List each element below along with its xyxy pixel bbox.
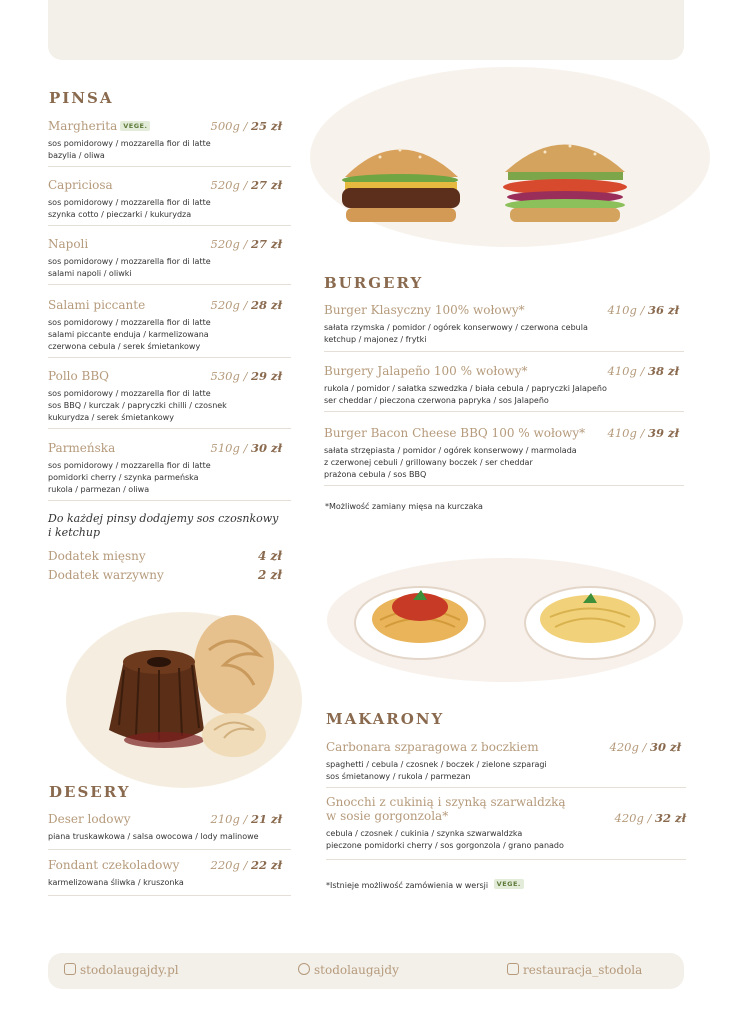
item-price: 520g / 27 zł [210,237,282,251]
item-name: Fondant czekoladowy [48,858,180,872]
item-description: sos pomidorowy / mozzarella fior di latte sos BBQ / kurczak / papryczki chilli / czosnek kukurydza / serek śmietankowy [48,389,227,422]
item-description: sos pomidorowy / mozzarella fior di latte szynka cotto / pieczarki / kukurydza [48,198,211,219]
menu-item-gnocchi [326,795,686,852]
facebook-icon [298,963,310,975]
divider [326,859,686,860]
menu-item-pollo-bbq [48,369,282,424]
item-name: Capriciosa [48,178,113,192]
menu-item-napoli [48,237,282,280]
divider [326,787,686,788]
divider [48,500,291,501]
item-name: Burger Klasyczny 100% wołowy* [324,303,525,317]
section-title-desery: DESERY [49,783,131,801]
pasta-note: *Istnieje możliwość zamówienia w wersji VEGE. [326,879,524,890]
vege-badge: VEGE. [120,121,150,131]
item-price: 500g / 25 zł [210,119,282,133]
globe-icon [64,963,76,975]
section-title-burgery: BURGERY [324,274,424,292]
menu-item-capriciosa [48,178,282,221]
item-description: sos pomidorowy / mozzarella fior di latte salami piccante enduja / karmelizowana czerwona cebula / serek śmietankowy [48,318,211,351]
instagram-icon [507,963,519,975]
divider [324,485,684,486]
item-name: Burgery Jalapeño 100 % wołowy* [324,364,528,378]
menu-item-burger-bacon [324,426,679,481]
item-description: sos pomidorowy / mozzarella fior di latte bazylia / oliwa [48,139,211,160]
dessert-illustration [64,590,314,790]
item-price: 520g / 28 zł [210,298,282,312]
item-name: Gnocchi z cukinią i szynką szarwaldzką w sosie gorgonzola* [326,795,566,823]
divider [324,351,684,352]
menu-item-burger-jalapeno [324,364,679,407]
burger-note: *Możliwość zamiany mięsa na kurczaka [325,502,483,511]
vege-badge: VEGE. [494,879,524,889]
item-name: Deser lodowy [48,812,131,826]
item-price: 420g / 30 zł [609,740,681,754]
item-price: 530g / 29 zł [210,369,282,383]
item-name: Pollo BBQ [48,369,110,383]
menu-item-margherita [48,119,282,162]
divider [324,411,684,412]
section-title-pinsa: PINSA [49,89,114,107]
item-price: 210g / 21 zł [210,812,282,826]
item-description: sałata rzymska / pomidor / ogórek konserwowy / czerwona cebula ketchup / majonez / frytki [324,323,588,344]
item-name: Salami piccante [48,298,146,312]
item-name: Burger Bacon Cheese BBQ 100 % wołowy* [324,426,586,440]
item-name: Parmeńska [48,441,116,455]
item-name: Napoli [48,237,89,251]
facebook-link[interactable]: stodolaugajdy [298,963,399,977]
divider [48,357,291,358]
item-price: 520g / 27 zł [210,178,282,192]
menu-item-burger-klasyczny [324,303,679,346]
divider [48,166,291,167]
instagram-link[interactable]: restauracja_stodola [507,963,642,977]
divider [48,849,291,850]
divider [48,428,291,429]
item-name: Margherita [48,119,118,133]
item-price: 410g / 39 zł [607,426,679,440]
menu-item-carbonara [326,740,681,783]
item-price: 410g / 38 zł [607,364,679,378]
divider [48,895,291,896]
top-banner [48,0,684,60]
item-description: spaghetti / cebula / czosnek / boczek / zielone szparagi sos śmietanowy / rukola / parmezan [326,760,547,781]
footer-bar [48,953,684,989]
divider [48,225,291,226]
item-price: 510g / 30 zł [210,441,282,455]
menu-item-deser-lodowy [48,812,282,843]
item-description: sos pomidorowy / mozzarella fior di latte pomidorki cherry / szynka parmeńska rukola / parmezan / oliwa [48,461,211,494]
item-description: cebula / czosnek / cukinia / szynka szwarwaldzka pieczone pomidorki cherry / sos gorgonzola / grano panado [326,829,564,850]
item-name: Carbonara szparagowa z boczkiem [326,740,539,754]
item-description: sałata strzępiasta / pomidor / ogórek konserwowy / marmolada z czerwonej cebuli / grillowany boczek / ser cheddar prażona cebula / sos BBQ [324,446,577,479]
item-description: karmelizowana śliwka / kruszonka [48,878,184,887]
item-description: piana truskawkowa / salsa owocowa / lody malinowe [48,832,259,841]
item-price: 220g / 22 zł [210,858,282,872]
website-link[interactable]: stodolaugajdy.pl [64,963,179,977]
menu-item-fondant [48,858,282,889]
menu-item-salami-piccante [48,298,282,353]
item-description: sos pomidorowy / mozzarella fior di latte salami napoli / oliwki [48,257,211,278]
item-description: rukola / pomidor / sałatka szwedzka / biała cebula / papryczki Jalapeño ser cheddar / pieczona czerwona papryka / sos Jalapeño [324,384,607,405]
extra-vegetable: Dodatek warzywny 2 zł [48,568,282,582]
extra-meat: Dodatek mięsny 4 zł [48,549,282,563]
item-price: 420g / 32 zł [614,811,686,825]
divider [48,284,291,285]
menu-item-parmenska [48,441,282,496]
section-title-makarony: MAKARONY [326,710,445,728]
pasta-illustration [325,555,685,685]
item-price: 410g / 36 zł [607,303,679,317]
pinsa-sauce-info: Do każdej pinsy dodajemy sos czosnkowy i ketchup [48,512,279,539]
burger-illustration [310,62,710,252]
